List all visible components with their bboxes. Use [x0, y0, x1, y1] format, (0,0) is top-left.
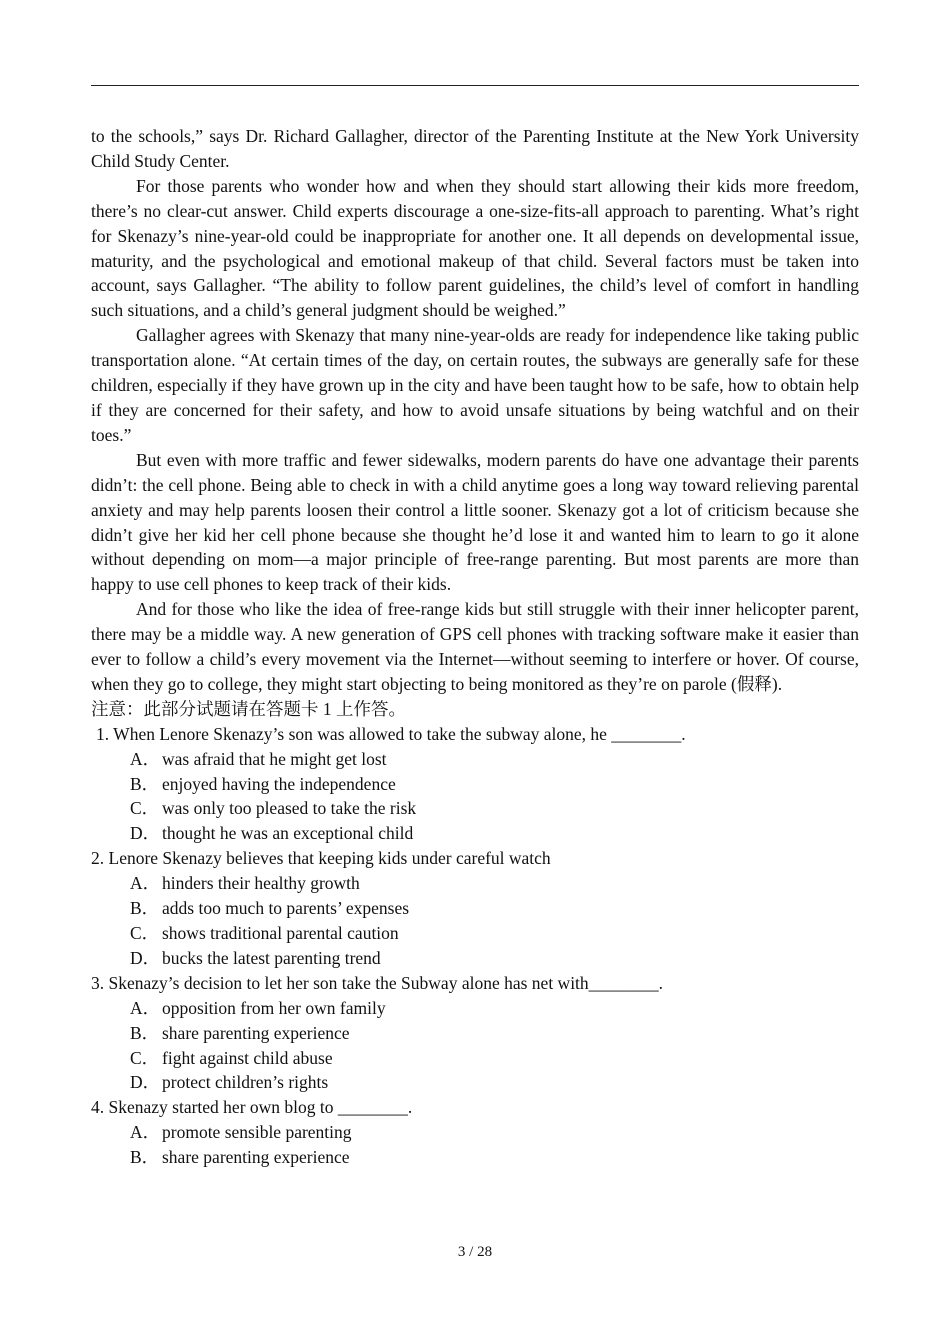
option-a — [91, 996, 859, 1021]
document-body — [91, 124, 859, 1170]
option-b — [91, 1021, 859, 1046]
option-text: promote sensible parenting — [162, 1122, 352, 1143]
option-text: fight against child abuse — [162, 1047, 333, 1068]
option-b — [91, 772, 859, 797]
option-a — [91, 747, 859, 772]
option-a — [91, 871, 859, 896]
option-text: adds too much to parents’ expenses — [162, 898, 410, 919]
question-stem: 1. When Lenore Skenazy’s son was allowed to take the subway alone, he ________. — [96, 723, 686, 744]
option-label: A． — [130, 748, 161, 769]
option-text: thought he was an exceptional child — [162, 823, 414, 844]
option-a — [91, 1120, 859, 1145]
option-label: D． — [130, 823, 161, 844]
option-label: C． — [130, 923, 160, 943]
option-b — [91, 1145, 859, 1170]
option-text: bucks the latest parenting trend — [162, 947, 381, 968]
question-stem: 4. Skenazy started her own blog to ________. — [91, 1097, 413, 1118]
option-text: hinders their healthy growth — [162, 873, 360, 894]
option-text: share parenting experience — [162, 1022, 350, 1043]
option-text: was only too pleased to take the risk — [162, 798, 417, 819]
header-rule — [91, 85, 859, 86]
question-3 — [91, 971, 859, 1096]
question-2 — [91, 846, 859, 971]
paragraph: And for those who like the idea of free-range kids but still struggle with their inner helicopter parent, there may be a middle way. A new generation of GPS cell phones with tracking software make it easier than ever to follow a child’s every movement via the Internet—without seeming to interfere or hover. Of course, when they go to college, they might start objecting to being monitored as they’re on parole (假释). — [91, 599, 859, 694]
answer-sheet-note: 注意：此部分试题请在答题卡 1 上作答。 — [91, 698, 406, 719]
paragraph: to the schools,” says Dr. Richard Gallagher, director of the Parenting Institute at the New York University Child Study Center. — [91, 126, 859, 171]
option-label: C． — [130, 1047, 160, 1068]
option-label: A． — [130, 1122, 161, 1143]
question-1 — [91, 722, 859, 847]
option-c — [91, 921, 859, 946]
paragraph: Gallagher agrees with Skenazy that many nine-year-olds are ready for independence like taking public transportation alone. “At certain times of the day, on certain routes, the subways are generally safe for these children, especially if they have grown up in the city and have been taught how to be safe, how to obtain help if they are concerned for their safety, and how to avoid unsafe situations by being watchful and on their toes.” — [91, 325, 859, 445]
option-label: A． — [130, 997, 161, 1018]
question-4 — [91, 1095, 859, 1170]
option-label: B． — [130, 773, 160, 794]
paragraph: For those parents who wonder how and when they should start allowing their kids more freedom, there’s no clear-cut answer. Child experts discourage a one-size-fits-all approach to parenting. What’s right for Skenazy’s nine-year-old could be inappropriate for another one. It all depends on developmental issue, maturity, and the psychological and emotional makeup of that child. Several factors must be taken into account, says Gallagher. “The ability to follow parent guidelines, the child’s level of comfort in handling such situations, and a child’s general judgment should be weighed.” — [91, 175, 859, 321]
option-c — [91, 1046, 859, 1071]
option-label: A． — [130, 873, 161, 894]
option-text: opposition from her own family — [162, 997, 386, 1018]
option-label: B． — [130, 1022, 160, 1043]
option-c — [91, 796, 859, 821]
option-d — [91, 821, 859, 846]
option-label: D． — [130, 1072, 161, 1093]
page-number: 3 / 28 — [457, 1244, 493, 1260]
option-label: C． — [130, 798, 160, 819]
option-text: enjoyed having the independence — [162, 773, 396, 794]
option-text: was afraid that he might get lost — [162, 748, 387, 769]
option-label: D． — [130, 947, 161, 968]
option-d — [91, 1070, 859, 1095]
option-text: share parenting experience — [162, 1147, 350, 1168]
option-d — [91, 946, 859, 971]
option-b — [91, 896, 859, 921]
question-stem: 3. Skenazy’s decision to let her son take the Subway alone has net with________. — [91, 972, 664, 993]
question-stem: 2. Lenore Skenazy believes that keeping kids under careful watch — [91, 848, 551, 869]
option-label: B． — [130, 1147, 160, 1168]
option-text: protect children’s rights — [162, 1072, 329, 1093]
option-text: shows traditional parental caution — [162, 923, 399, 943]
paragraph: But even with more traffic and fewer sidewalks, modern parents do have one advantage their parents didn’t: the cell phone. Being able to check in with a child anytime goes a long way toward relieving parental anxiety and may help parents loosen their control a little sooner. Skenazy got a lot of criticism because she didn’t give her kid her cell phone because she thought he’d lose it and wanted him to learn to go it alone without depending on mom—a major principle of free-range parenting. But most parents are more than happy to use cell phones to keep track of their kids. — [91, 449, 859, 595]
option-label: B． — [130, 898, 160, 919]
